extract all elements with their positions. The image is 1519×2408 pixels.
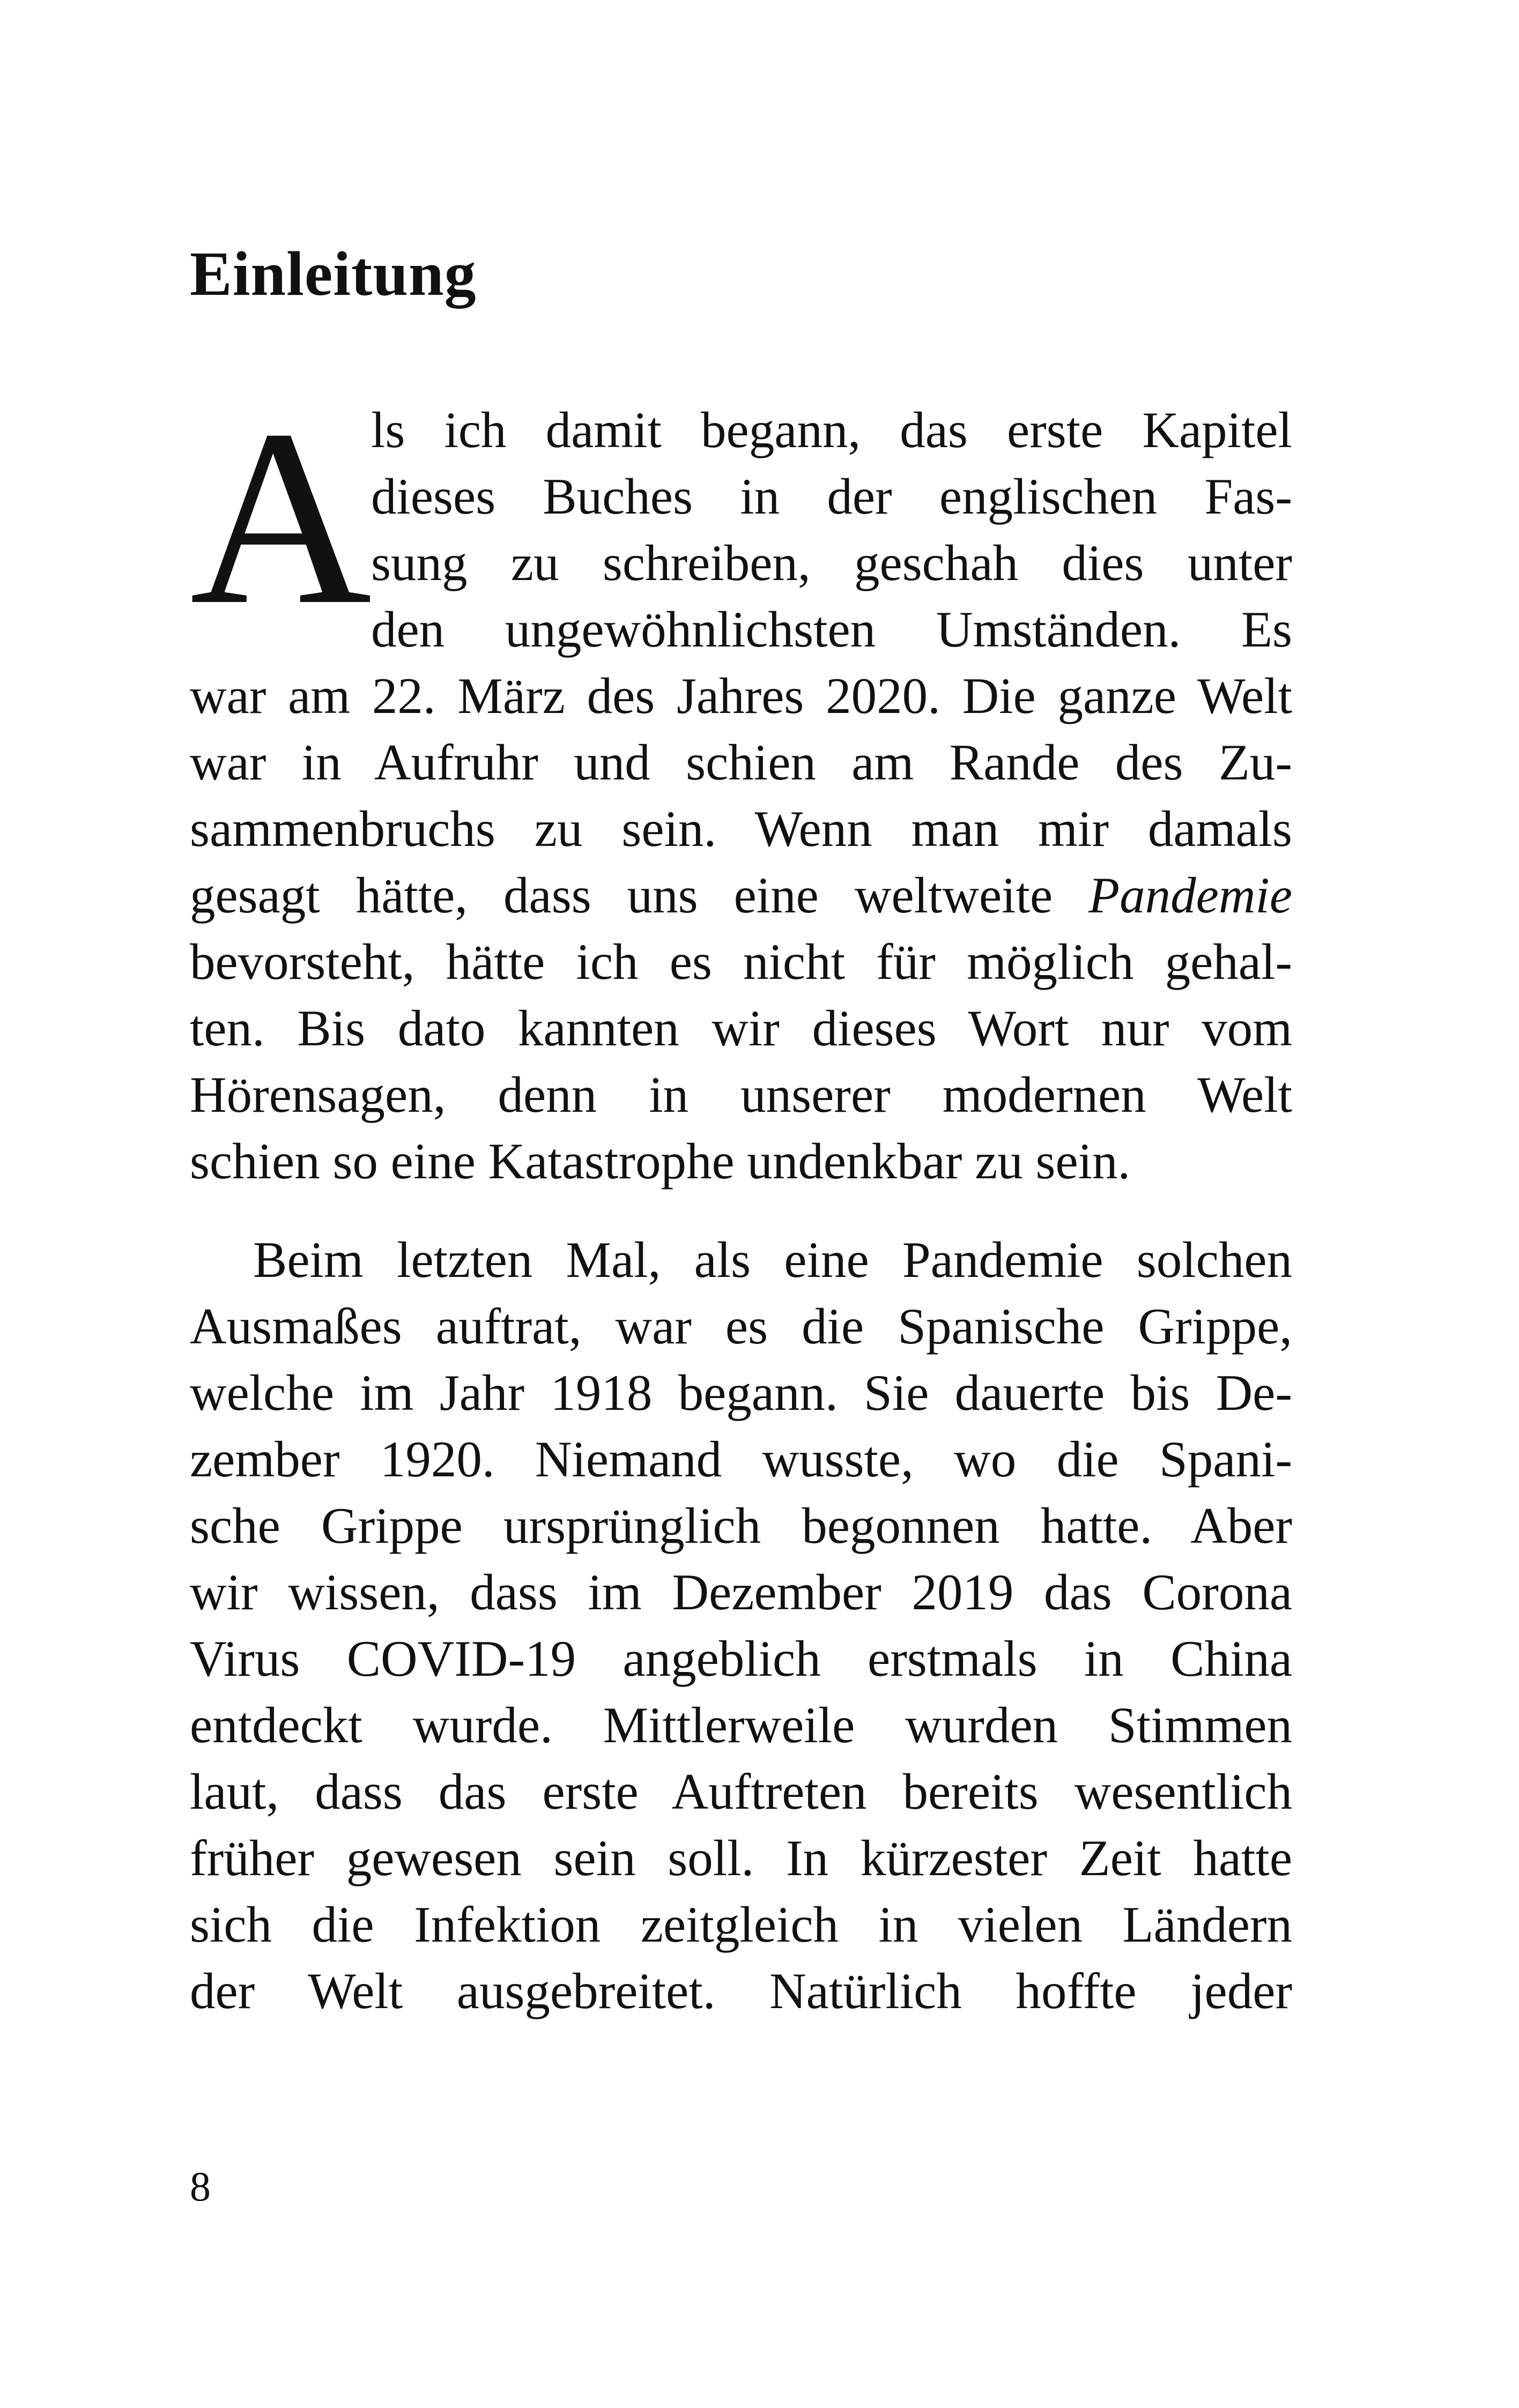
text-line-last: schien so eine Katastrophe undenkbar zu sein. [190,1133,1131,1190]
text-line: Ausmaßes auftrat, war es die Spanische Grippe, [190,1298,1292,1355]
page-number: 8 [190,2163,211,2210]
text-line: laut, dass das erste Auftreten bereits wesentlich [190,1763,1292,1820]
text-line: der Welt ausgebreitet. Natürlich hoffte jeder [190,1963,1292,2019]
text-line: früher gewesen sein soll. In kürzester Zeit hatte [190,1830,1292,1886]
text-line: dieses Buches in der englischen Fas- [371,468,1292,525]
text-line: zember 1920. Niemand wusste, wo die Spani- [190,1431,1292,1488]
text-line: entdeckt wurde. Mittlerweile wurden Stimmen [190,1697,1292,1753]
drop-cap-letter: A [190,377,372,657]
text-line: sche Grippe ursprünglich begonnen hatte. Aber [190,1497,1292,1554]
text-line: Hörensagen, denn in unserer modernen Welt [190,1066,1292,1123]
text-line: sung zu schreiben, geschah dies unter [371,534,1292,591]
paragraph-1 [190,397,1292,1194]
text-line: war am 22. März des Jahres 2020. Die ganze Welt [190,667,1292,724]
text-line: sich die Infektion zeitgleich in vielen Ländern [190,1896,1292,1953]
text-line: bevorsteht, hätte ich es nicht für möglich gehal- [190,933,1292,990]
text-line: ls ich damit begann, das erste Kapitel [371,402,1292,458]
text-line-with-italic [190,862,1292,928]
text-line: welche im Jahr 1918 begann. Sie dauerte bis De- [190,1364,1292,1421]
text-line: Virus COVID-19 angeblich erstmals in China [190,1630,1292,1687]
text-line: den ungewöhnlichsten Umständen. Es [371,601,1292,658]
text-line: sammenbruchs zu sein. Wenn man mir damals [190,800,1292,857]
italic-term: Pandemie [1088,867,1292,924]
text-line: ten. Bis dato kannten wir dieses Wort nur vom [190,1000,1292,1057]
text-line-first: Beim letzten Mal, als eine Pandemie solchen [253,1231,1292,1288]
paragraph-2 [190,1227,1292,2024]
text-line: war in Aufruhr und schien am Rande des Zu- [190,734,1292,791]
text-line: wir wissen, dass im Dezember 2019 das Corona [190,1564,1292,1621]
chapter-heading: Einleitung [190,239,477,309]
text-segment: gesagt hätte, dass uns eine weltweite [190,867,1089,924]
dropcap-indented-lines [190,397,1292,663]
